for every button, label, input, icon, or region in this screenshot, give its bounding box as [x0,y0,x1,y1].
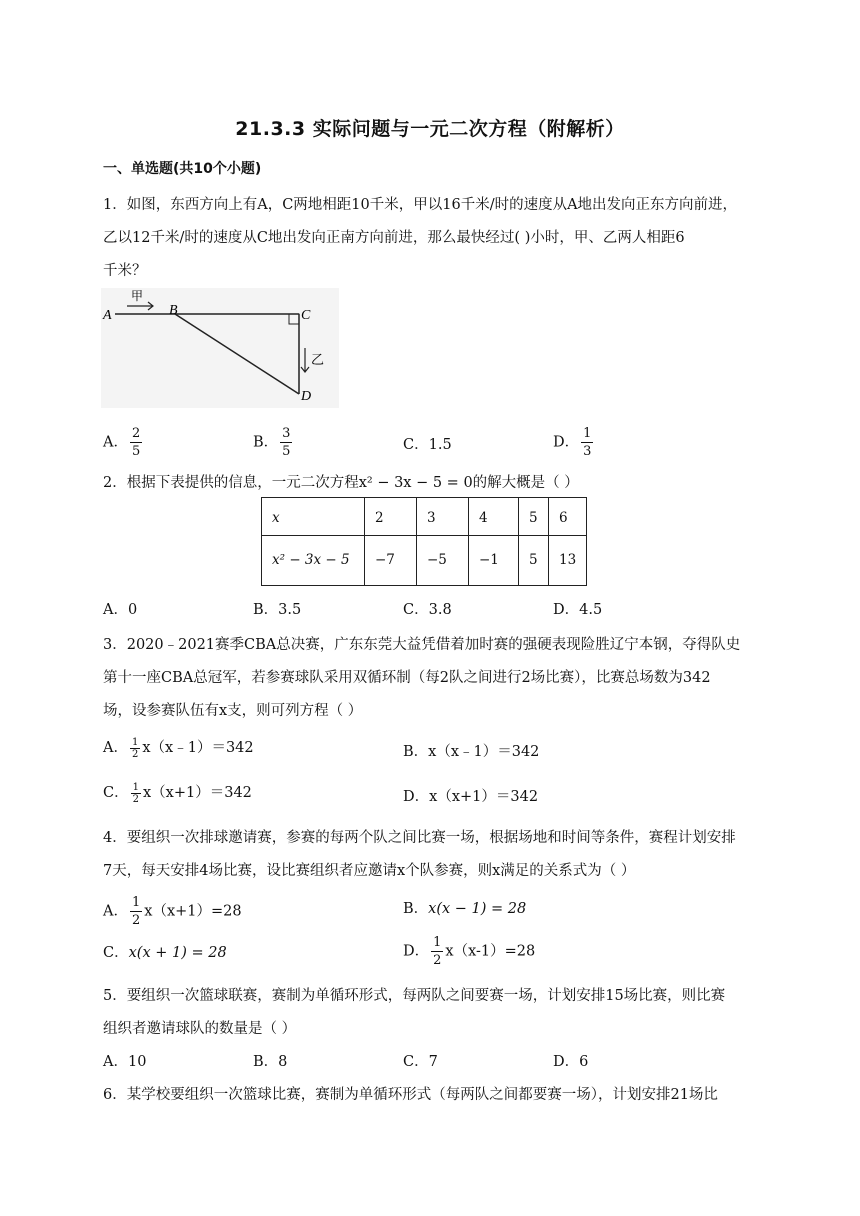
q3-line-3: 场，设参赛队伍有x支，则可列方程（ ） [103,703,363,719]
fraction: $\frac{1}{2}$ [433,935,442,968]
q2-option-a[interactable]: A．0 [103,602,138,618]
q1-line-1: 1．如图，东西方向上有A，C两地相距10千米，甲以16千米/时的速度从A地出发向正东方向前进， [103,197,738,213]
q1-option-c[interactable] [403,433,452,454]
fraction: $\frac{1}{3}$ [583,426,592,459]
option-label: B． [253,434,279,451]
table-cell: x [262,498,365,536]
q5-option-a[interactable]: A．10 [103,1054,147,1070]
q4-option-a[interactable]: A． $\frac{1}{2}$ x（x+1）=28 [103,895,242,928]
q4-option-c[interactable]: C．x(x + 1) = 28 [103,945,227,961]
fraction: $\frac{1}{2}$ [131,895,141,928]
q1-line-2: 乙以12千米/时的速度从C地出发向正南方向前进，那么最快经过( )小时，甲、乙两人相距6 [103,230,685,246]
fraction: $\frac{1}{2}$ [131,736,139,760]
table-cell: −1 [469,536,519,586]
q3-line-1: 3．2020﹣2021赛季CBA总决赛，广东东莞大益凭借着加时赛的强硬表现险胜辽宁本钢，夺得队史 [103,637,741,653]
q2-line-1: 2．根据下表提供的信息，一元二次方程x² − 3x − 5 = 0的解大概是（ ） [103,475,579,491]
table-cell: 5 [519,536,549,586]
q6-line-1: 6．某学校要组织一次篮球比赛，赛制为单循环形式（每两队之间都要赛一场），计划安排21场比 [103,1087,718,1103]
table-cell: 3 [417,498,469,536]
q4-line-1: 4．要组织一次排球邀请赛，参赛的每两个队之间比赛一场，根据场地和时间等条件，赛程计划安排 [103,830,736,846]
q1-option-a[interactable] [103,425,144,460]
q1-option-d[interactable] [553,425,595,460]
q4-line-2: 7天，每天安排4场比赛，设比赛组织者应邀请x个队参赛，则x满足的关系式为（ ） [103,863,636,879]
q2-option-c[interactable]: C．3.8 [403,602,452,618]
q2-option-d[interactable]: D．4.5 [553,602,603,618]
q5-option-d[interactable]: D．6 [553,1054,589,1070]
section-heading: 一、单选题(共10个小题) [103,161,262,177]
label-jia: 甲 [131,289,144,303]
table-row [262,536,587,586]
option-label: A． [103,434,128,451]
table-cell: −7 [365,536,417,586]
table-row [262,498,587,536]
fraction: $\frac{3}{5}$ [282,426,291,459]
q2-option-b[interactable]: B．3.5 [253,602,302,618]
table-cell: 6 [549,498,587,536]
table-cell: 4 [469,498,519,536]
q5-option-b[interactable]: B．8 [253,1054,288,1070]
q3-option-d[interactable]: D．x（x+1）＝342 [403,789,539,805]
q1-line-3: 千米？ [103,263,147,279]
q3-option-a[interactable]: A． $\frac{1}{2}$ x（x﹣1）＝342 [103,736,254,760]
page-title: 21.3.3 实际问题与一元二次方程（附解析） [235,118,625,140]
option-label: C． [403,437,429,453]
label-yi: 乙 [311,353,325,368]
option-label: D． [553,434,580,451]
table-cell: x² − 3x − 5 [262,536,365,586]
label-b: B [169,303,178,318]
q4-option-b[interactable]: B．x(x − 1) = 28 [403,901,527,917]
q5-line-2: 组织者邀请球队的数量是（ ） [103,1021,297,1037]
fraction: $\frac{2}{5}$ [131,426,141,459]
q5-line-1: 5．要组织一次篮球联赛，赛制为单循环形式，每两队之间要赛一场，计划安排15场比赛，则比赛 [103,988,726,1004]
q3-option-b[interactable]: B．x（x﹣1）＝342 [403,744,540,760]
option-text: 1.5 [428,437,452,453]
fraction: $\frac{1}{2}$ [132,781,139,805]
q4-option-d[interactable]: D． $\frac{1}{2}$ x（x-1）=28 [403,935,536,968]
q1-option-b[interactable] [253,425,294,460]
q5-option-c[interactable]: C．7 [403,1054,438,1070]
q3-option-c[interactable]: C． $\frac{1}{2}$ x（x+1）＝342 [103,781,252,805]
table-cell: 2 [365,498,417,536]
table-cell: 5 [519,498,549,536]
q3-line-2: 第十一座CBA总冠军，若参赛球队采用双循环制（每2队之间进行2场比赛），比赛总场数为342 [103,670,711,686]
label-a: A [103,308,112,323]
table-cell: −5 [417,536,469,586]
label-c: C [301,308,311,323]
table-cell: 13 [549,536,587,586]
q2-table [261,497,587,586]
q1-figure [101,288,339,408]
label-d: D [301,389,312,404]
